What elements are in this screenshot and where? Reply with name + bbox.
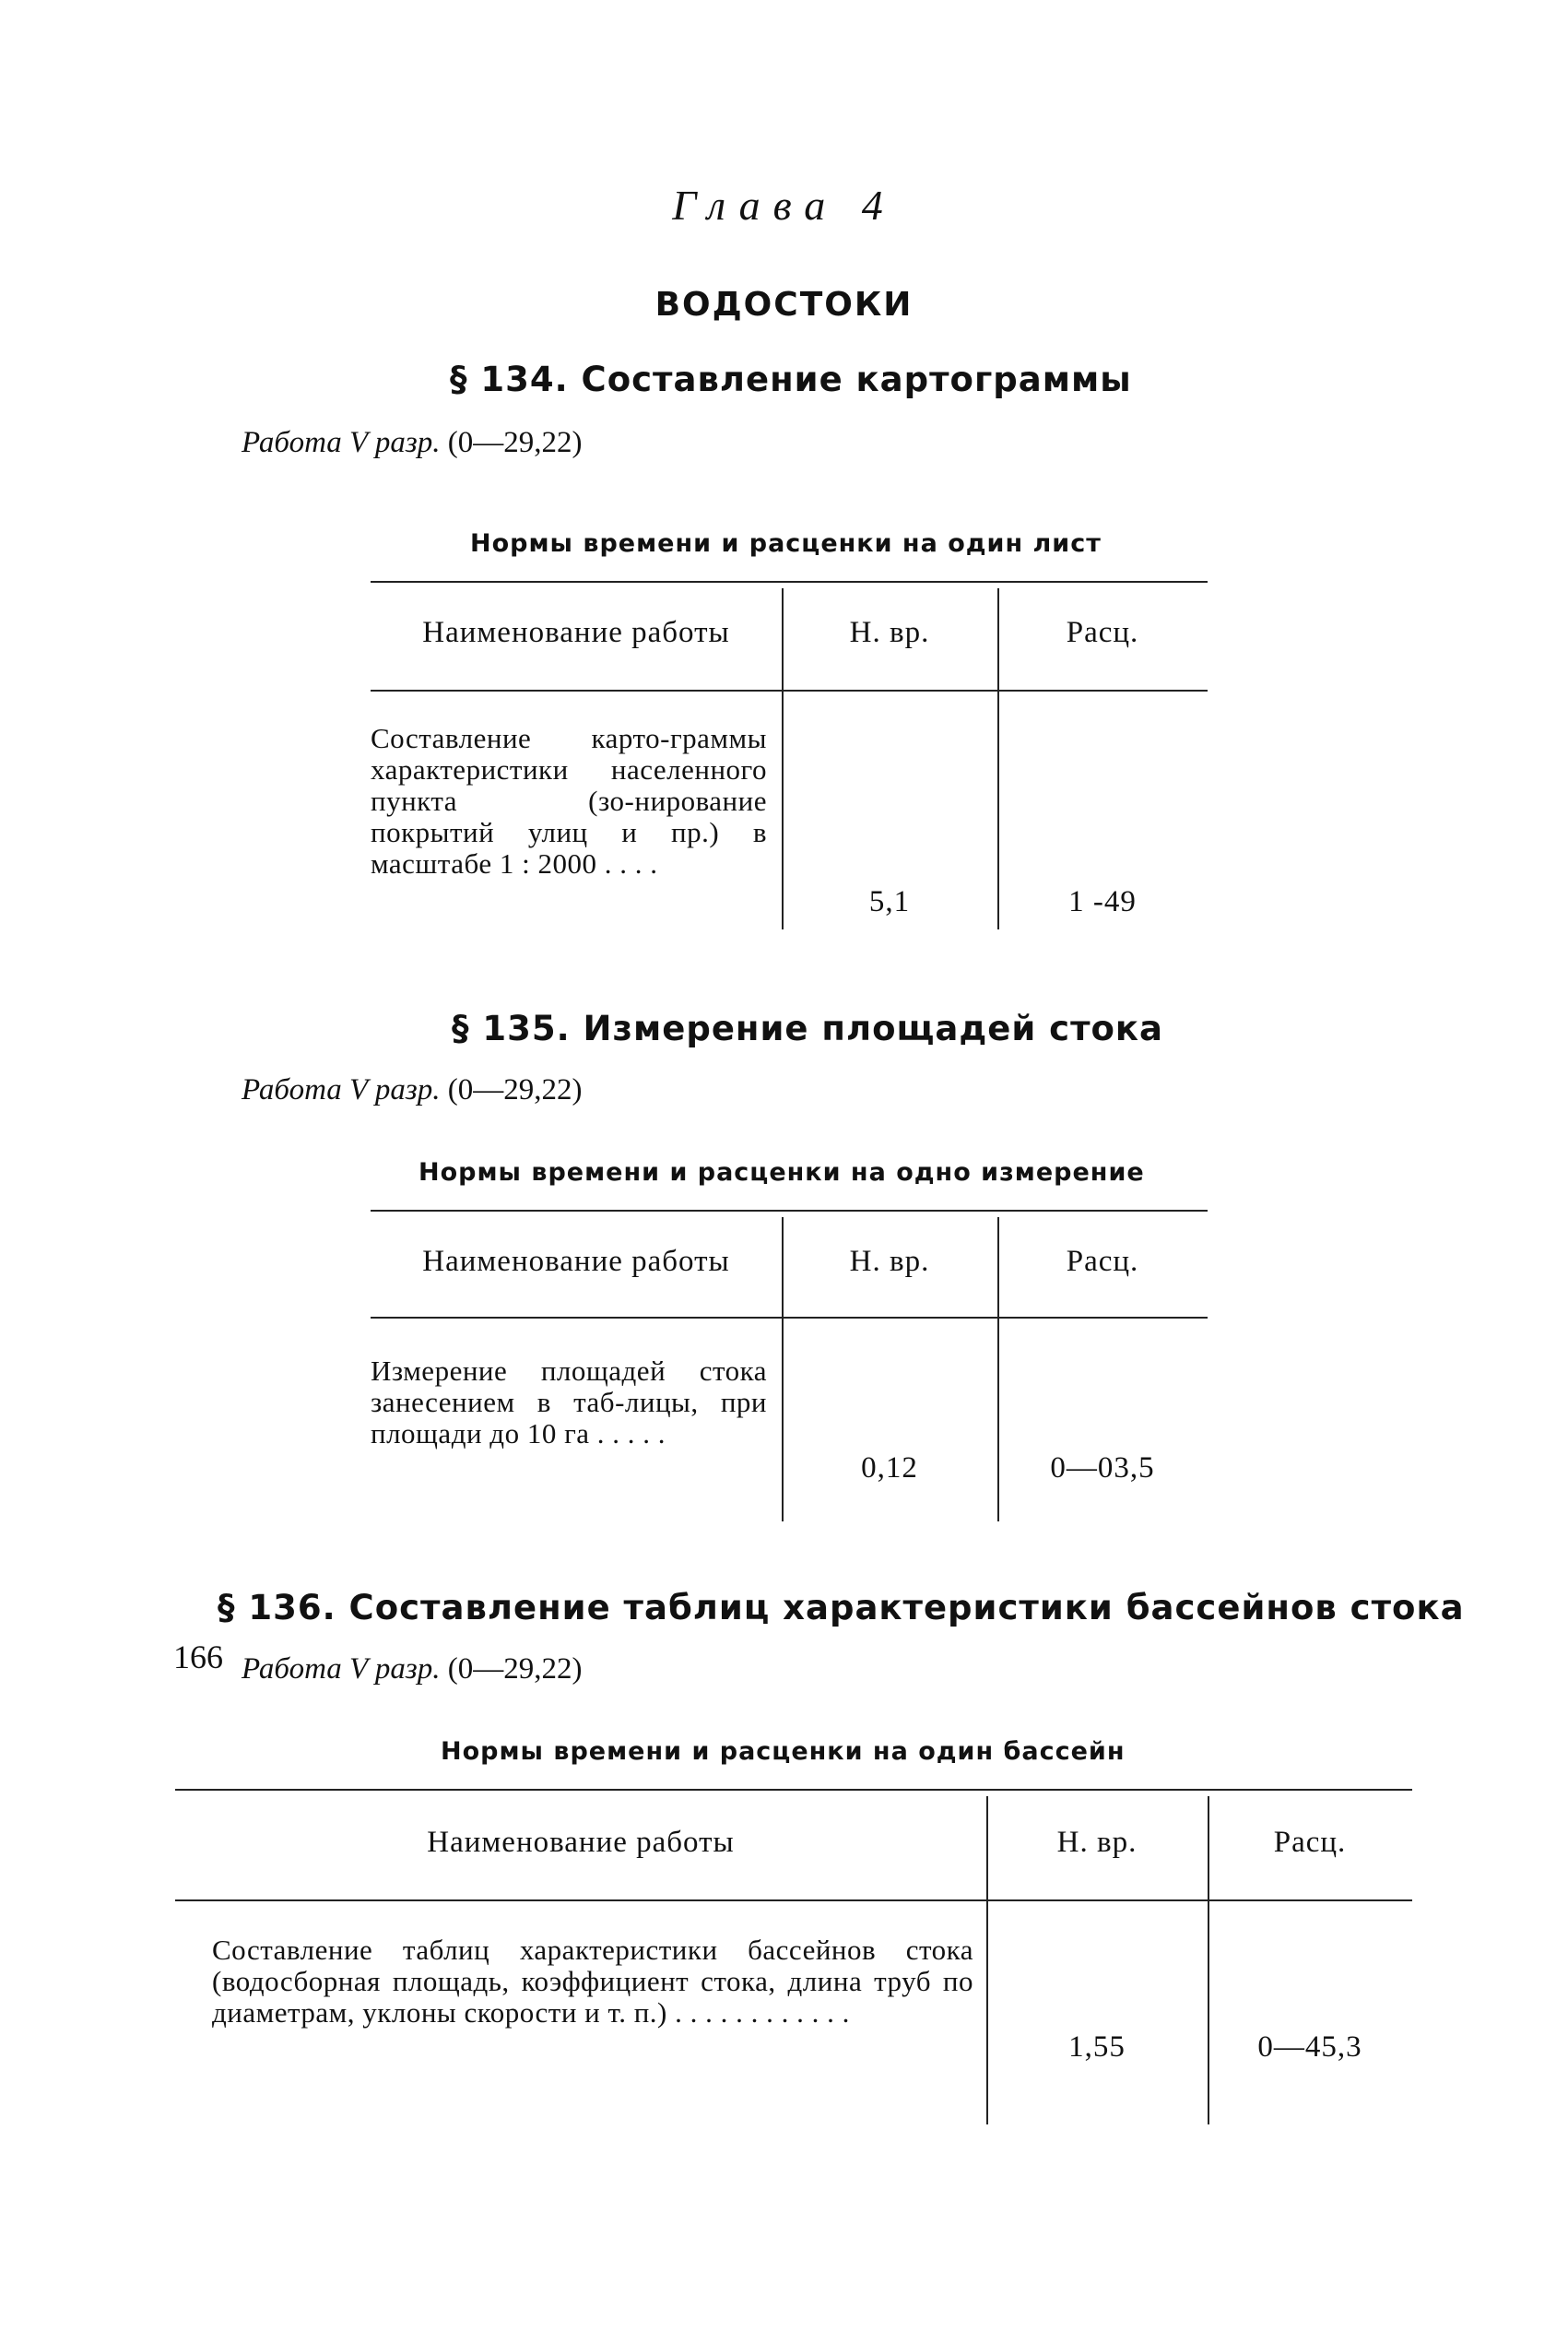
- section-134-work-rank: [242, 426, 582, 460]
- work-rank-label: Работа V разр.: [242, 1652, 441, 1686]
- table-top-rule: [371, 581, 1208, 583]
- row-rate: 1 -49: [1068, 885, 1137, 918]
- header-time-norm: Н. вр.: [849, 1245, 930, 1278]
- header-work-name: Наименование работы: [422, 1245, 730, 1278]
- header-time-norm: Н. вр.: [849, 616, 930, 649]
- table-top-rule: [175, 1789, 1412, 1791]
- header-rate: Расц.: [1273, 1826, 1347, 1859]
- row-work-name: Составление таблиц характеристики бассейнов стока (водосборная площадь, коэффициент стока, длина труб по диаметрам, уклоны скорости и т. п.) . . . . . . . . . . . .: [212, 1934, 973, 2029]
- section-134-title: § 134. Составление картограммы: [450, 360, 1132, 399]
- row-rate: 0—45,3: [1257, 2030, 1362, 2064]
- table-top-rule: [371, 1210, 1208, 1212]
- header-time-norm: Н. вр.: [1056, 1826, 1138, 1859]
- part-title: ВОДОСТОКИ: [654, 286, 914, 324]
- section-136-title: § 136. Составление таблиц характеристики бассейнов стока: [218, 1588, 1465, 1627]
- row-rate: 0—03,5: [1050, 1451, 1155, 1485]
- section-134-table-caption: Нормы времени и расценки на один лист: [470, 529, 1102, 558]
- table-header-rule: [175, 1899, 1412, 1901]
- work-rank-rate: (0—29,22): [447, 1652, 583, 1686]
- header-work-name: Наименование работы: [427, 1826, 735, 1859]
- section-135-title: § 135. Измерение площадей стока: [452, 1009, 1164, 1048]
- section-136-table: [175, 1789, 1412, 2132]
- row-time-norm: 5,1: [868, 885, 911, 918]
- section-135-work-rank: [242, 1073, 582, 1107]
- section-136-table-caption: Нормы времени и расценки на один бассейн: [441, 1737, 1126, 1766]
- section-135-table: [371, 1210, 1208, 1529]
- header-rate: Расц.: [1066, 616, 1139, 649]
- table-header-rule: [371, 690, 1208, 692]
- header-work-name: Наименование работы: [422, 616, 730, 649]
- work-rank-rate: (0—29,22): [447, 1073, 583, 1106]
- page-number: 166: [173, 1639, 223, 1675]
- row-time-norm: 1,55: [1068, 2030, 1126, 2064]
- header-rate: Расц.: [1066, 1245, 1139, 1278]
- row-time-norm: 0,12: [861, 1451, 918, 1485]
- row-work-name: Составление карто-граммы характеристики населенного пункта (зо-нирование покрытий улиц и пр.) в масштабе 1 : 2000 . . . .: [371, 722, 767, 880]
- work-rank-label: Работа V разр.: [242, 426, 441, 459]
- row-work-name: Измерение площадей стока занесением в таб-лицы, при площади до 10 га . . . . .: [371, 1355, 767, 1449]
- work-rank-label: Работа V разр.: [242, 1073, 441, 1106]
- section-134-table: [371, 581, 1208, 937]
- section-135-table-caption: Нормы времени и расценки на одно измерение: [419, 1158, 1145, 1187]
- table-header-rule: [371, 1317, 1208, 1319]
- work-rank-rate: (0—29,22): [447, 426, 583, 459]
- section-136-work-rank: [242, 1652, 582, 1686]
- chapter-heading: Глава 4: [672, 182, 896, 229]
